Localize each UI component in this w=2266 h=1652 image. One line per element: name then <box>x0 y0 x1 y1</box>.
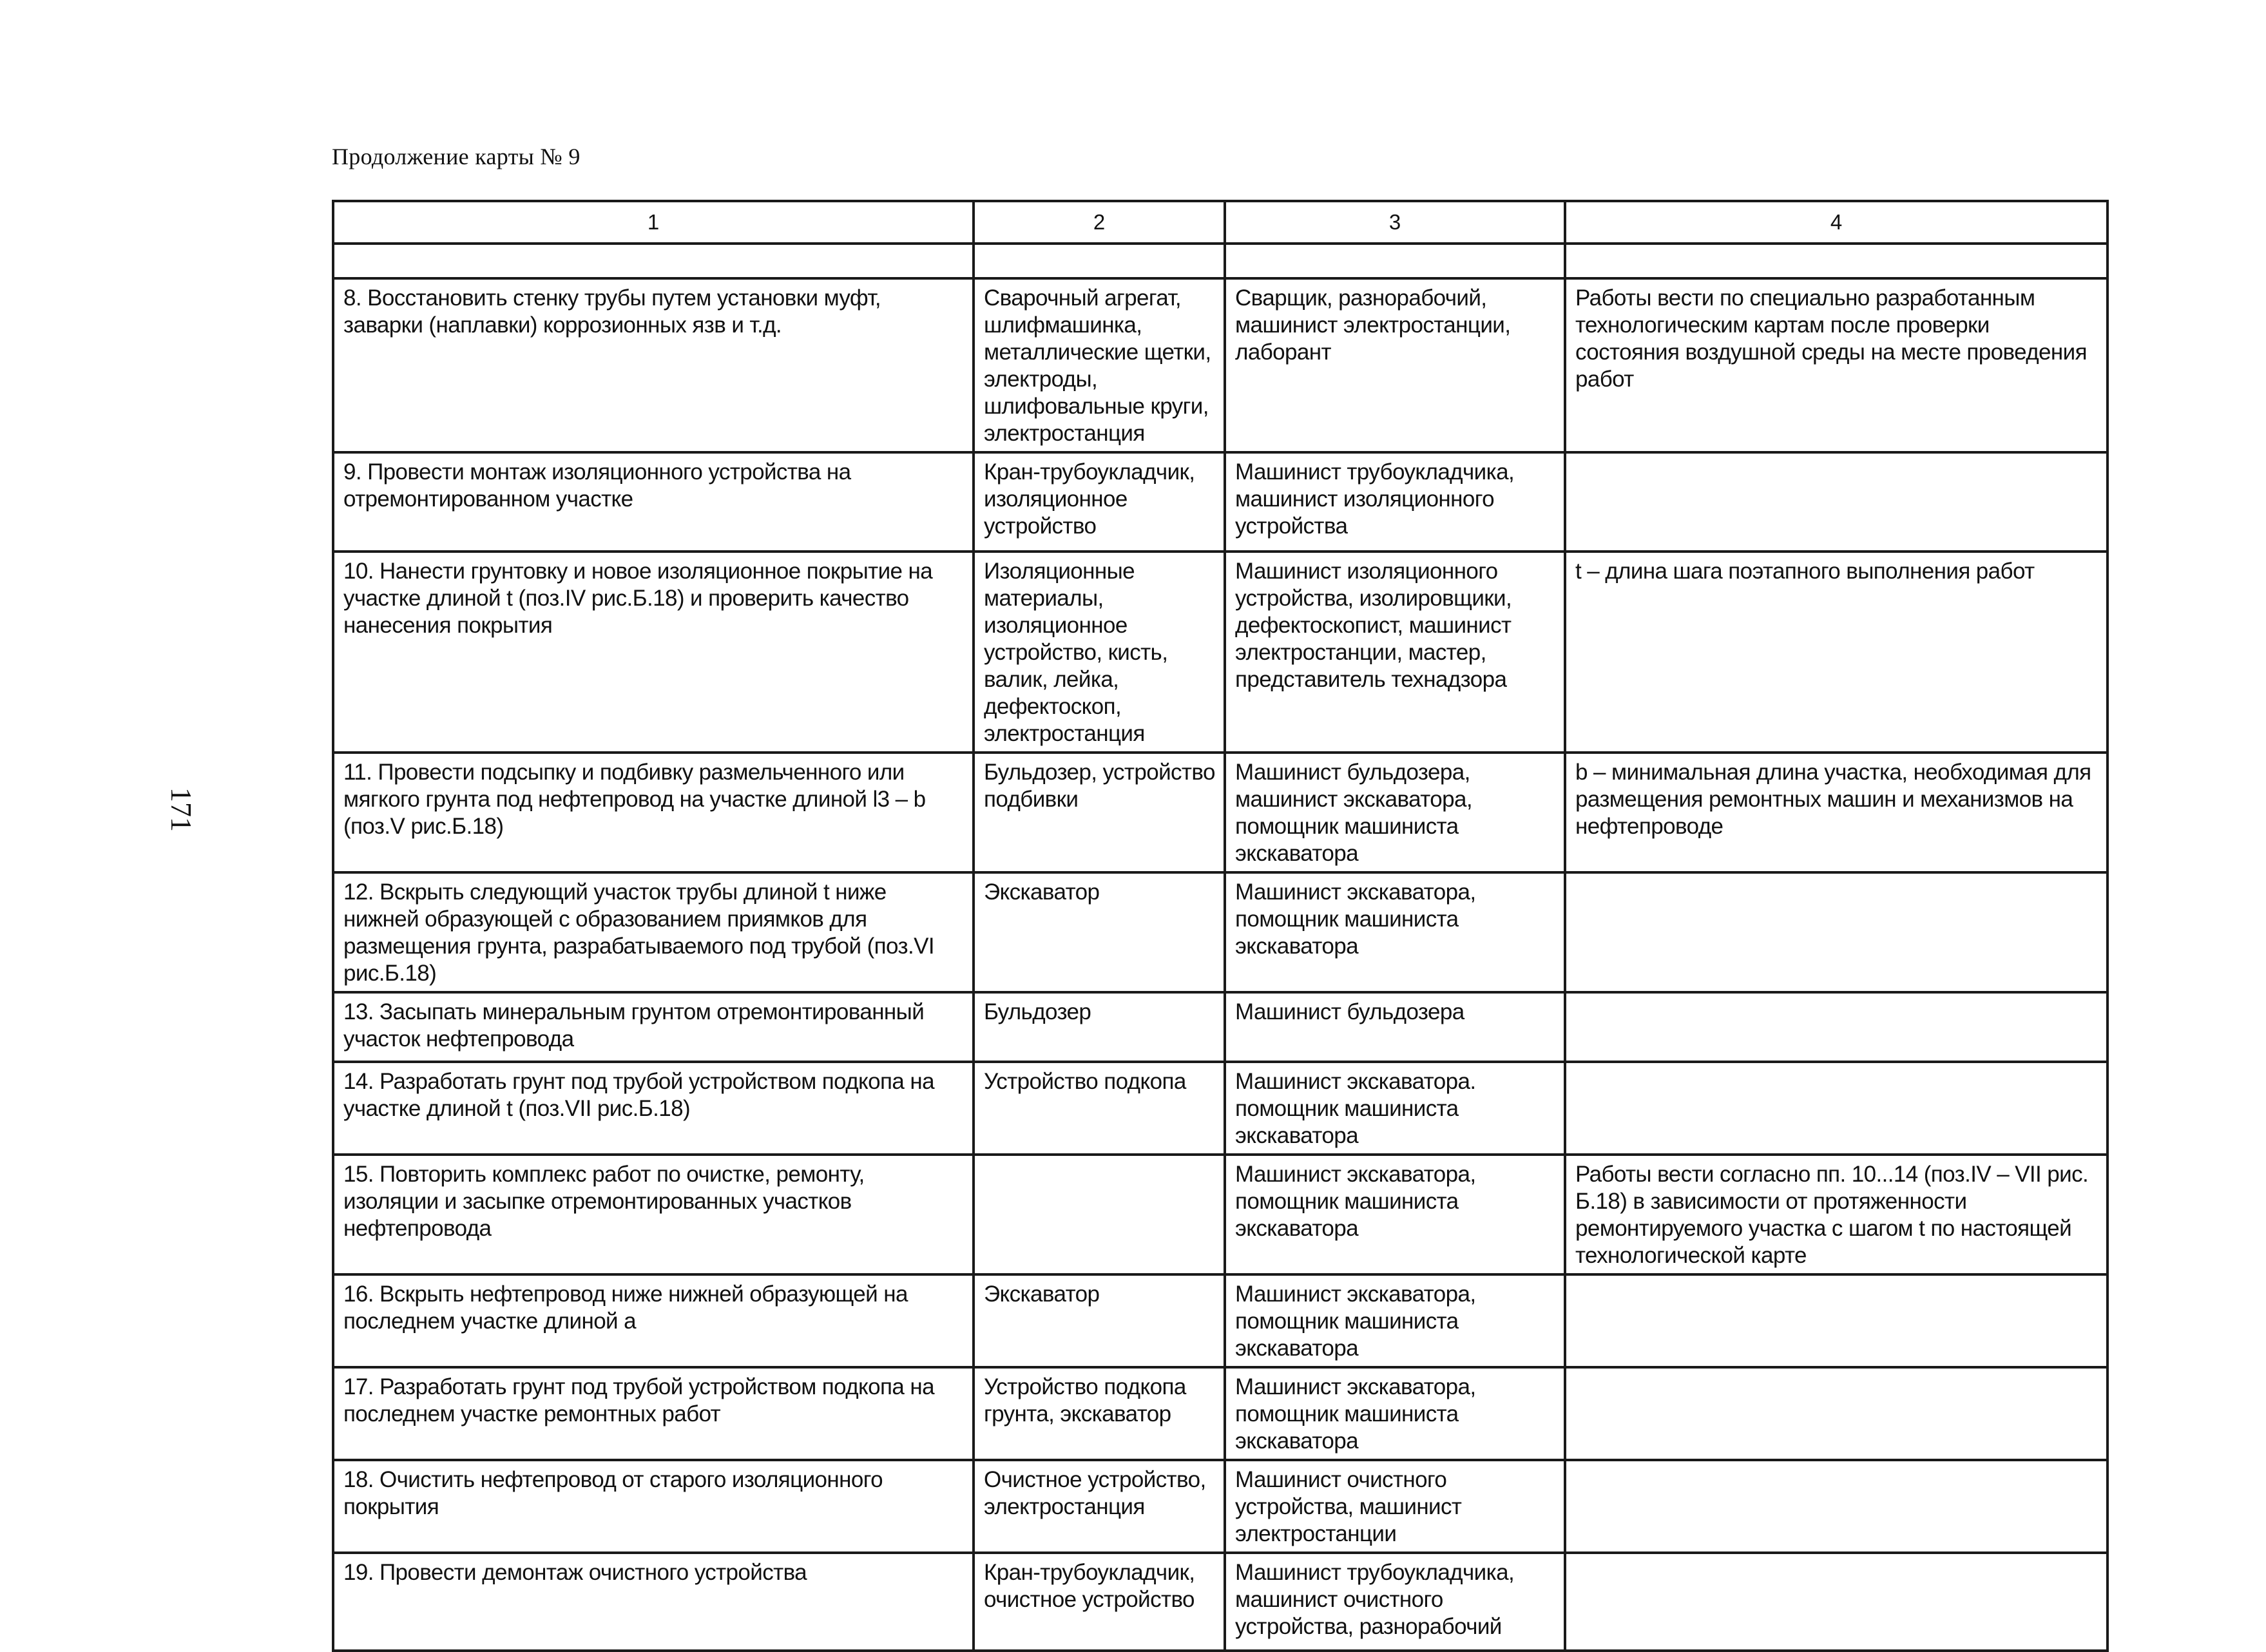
equipment-text: Экскаватор <box>984 1282 1100 1307</box>
operation-text: 16. Вскрыть нефтепровод ниже нижней образующей на последнем участке длиной a <box>343 1282 908 1334</box>
operation-cell <box>333 1367 974 1460</box>
notes-cell <box>1565 552 2108 753</box>
equipment-cell <box>974 1367 1225 1460</box>
equipment-cell <box>974 278 1225 452</box>
column-header-1: 1 <box>333 201 974 244</box>
operation-text: 13. Засыпать минеральным грунтом отремонтированный участок нефтепровода <box>343 999 925 1052</box>
column-number-row <box>333 201 2108 244</box>
notes-cell <box>1565 992 2108 1062</box>
equipment-text: Изоляционные материалы, изоляционное устройство, кисть, валик, лейка, дефектоскоп, электростанция <box>984 559 1168 746</box>
spacer-cell <box>333 244 974 278</box>
notes-text: b – минимальная длина участка, необходимая для размещения ремонтных машин и механизмов на нефтепроводе <box>1575 760 2091 839</box>
equipment-text: Кран-трубоукладчик, очистное устройство <box>984 1560 1195 1612</box>
personnel-text: Машинист трубоукладчика, машинист очистного устройства, разнорабочий <box>1235 1560 1515 1639</box>
personnel-text: Машинист экскаватора. помощник машиниста экскаватора <box>1235 1069 1476 1148</box>
table-row <box>333 1460 2108 1553</box>
notes-cell <box>1565 1274 2108 1367</box>
operation-cell <box>333 552 974 753</box>
operation-cell <box>333 1553 974 1651</box>
table-row <box>333 1155 2108 1274</box>
notes-cell <box>1565 1460 2108 1553</box>
personnel-text: Машинист экскаватора, помощник машиниста экскаватора <box>1235 1282 1476 1361</box>
notes-cell <box>1565 1155 2108 1274</box>
page-heading: Продолжение карты № 9 <box>332 144 581 169</box>
operation-text: 8. Восстановить стенку трубы путем установки муфт, заварки (наплавки) коррозионных язв и т.д. <box>343 285 881 338</box>
operation-text: 15. Повторить комплекс работ по очистке, ремонту, изоляции и засыпке отремонтированных участков нефтепровода <box>343 1162 865 1241</box>
operation-text: 10. Нанести грунтовку и новое изоляционное покрытие на участке длиной t (поз.IV рис.Б.18) и проверить качество нанесения покрытия <box>343 559 933 638</box>
equipment-cell <box>974 1274 1225 1367</box>
personnel-text: Машинист экскаватора, помощник машиниста экскаватора <box>1235 1162 1476 1241</box>
equipment-cell <box>974 1062 1225 1155</box>
table-row <box>333 1274 2108 1367</box>
personnel-cell <box>1225 278 1565 452</box>
personnel-text: Машинист изоляционного устройства, изолировщики, дефектоскопист, машинист электростанции, мастер, представитель технадзора <box>1235 559 1512 692</box>
equipment-cell <box>974 872 1225 992</box>
column-header-2: 2 <box>974 201 1225 244</box>
notes-cell <box>1565 1553 2108 1651</box>
column-header-3: 3 <box>1225 201 1565 244</box>
equipment-text: Бульдозер, устройство подбивки <box>984 760 1215 812</box>
personnel-cell <box>1225 1553 1565 1651</box>
equipment-cell <box>974 1460 1225 1553</box>
personnel-text: Машинист бульдозера, машинист экскаватора, помощник машиниста экскаватора <box>1235 760 1472 866</box>
table-row <box>333 1367 2108 1460</box>
notes-cell <box>1565 1062 2108 1155</box>
table-row <box>333 753 2108 872</box>
personnel-cell <box>1225 1367 1565 1460</box>
table-row <box>333 452 2108 552</box>
operation-cell <box>333 1274 974 1367</box>
equipment-cell <box>974 1155 1225 1274</box>
page-number: 171 <box>165 787 198 832</box>
personnel-cell <box>1225 552 1565 753</box>
header-spacer-row <box>333 244 2108 278</box>
equipment-text: Устройство подкопа грунта, экскаватор <box>984 1374 1186 1426</box>
operation-text: 14. Разработать грунт под трубой устройством подкопа на участке длиной t (поз.VII рис.Б.18) <box>343 1069 934 1121</box>
personnel-cell <box>1225 753 1565 872</box>
operation-text: 19. Провести демонтаж очистного устройства <box>343 1560 807 1585</box>
personnel-text: Машинист трубоукладчика, машинист изоляционного устройства <box>1235 459 1515 539</box>
notes-cell <box>1565 452 2108 552</box>
spacer-cell <box>1565 244 2108 278</box>
personnel-text: Машинист очистного устройства, машинист электростанции <box>1235 1467 1462 1546</box>
spacer-cell <box>1225 244 1565 278</box>
personnel-text: Машинист экскаватора, помощник машиниста экскаватора <box>1235 1374 1476 1454</box>
equipment-text: Экскаватор <box>984 879 1100 905</box>
equipment-cell <box>974 552 1225 753</box>
equipment-cell <box>974 452 1225 552</box>
table-row <box>333 1062 2108 1155</box>
operation-cell <box>333 1062 974 1155</box>
operation-text: 12. Вскрыть следующий участок трубы длиной t ниже нижней образующей с образованием приямков для размещения грунта, разрабатываемого под трубой (поз.VI рис.Б.18) <box>343 879 934 986</box>
technology-map-table <box>332 200 2109 1652</box>
table-row <box>333 278 2108 452</box>
notes-cell <box>1565 753 2108 872</box>
personnel-cell <box>1225 1062 1565 1155</box>
operation-cell <box>333 1155 974 1274</box>
personnel-cell <box>1225 1155 1565 1274</box>
notes-cell <box>1565 1367 2108 1460</box>
notes-text: Работы вести согласно пп. 10...14 (поз.IV – VII рис. Б.18) в зависимости от протяженности ремонтируемого участка с шагом t по настоящей технологической карте <box>1575 1162 2089 1268</box>
spacer-cell <box>974 244 1225 278</box>
operation-cell <box>333 992 974 1062</box>
personnel-cell <box>1225 872 1565 992</box>
personnel-cell <box>1225 1460 1565 1553</box>
equipment-text: Сварочный агрегат, шлифмашинка, металлические щетки, электроды, шлифовальные круги, электростанция <box>984 285 1211 446</box>
operation-text: 11. Провести подсыпку и подбивку размельченного или мягкого грунта под нефтепровод на участке длиной l3 – b (поз.V рис.Б.18) <box>343 760 926 839</box>
operation-cell <box>333 452 974 552</box>
operation-cell <box>333 872 974 992</box>
operation-text: 9. Провести монтаж изоляционного устройства на отремонтированном участке <box>343 459 851 512</box>
column-header-4: 4 <box>1565 201 2108 244</box>
table-row <box>333 552 2108 753</box>
equipment-cell <box>974 1553 1225 1651</box>
operation-text: 18. Очистить нефтепровод от старого изоляционного покрытия <box>343 1467 883 1519</box>
personnel-text: Машинист бульдозера <box>1235 999 1464 1024</box>
notes-text: Работы вести по специально разработанным технологическим картам после проверки состояния воздушной среды на месте проведения работ <box>1575 285 2087 392</box>
equipment-text: Бульдозер <box>984 999 1091 1024</box>
personnel-text: Машинист экскаватора, помощник машиниста экскаватора <box>1235 879 1476 959</box>
operation-cell <box>333 753 974 872</box>
equipment-text: Устройство подкопа <box>984 1069 1186 1094</box>
table-row <box>333 872 2108 992</box>
notes-cell <box>1565 278 2108 452</box>
equipment-text: Очистное устройство, электростанция <box>984 1467 1206 1519</box>
notes-text: t – длина шага поэтапного выполнения работ <box>1575 559 2035 584</box>
personnel-cell <box>1225 452 1565 552</box>
equipment-cell <box>974 992 1225 1062</box>
operation-text: 17. Разработать грунт под трубой устройством подкопа на последнем участке ремонтных работ <box>343 1374 934 1426</box>
personnel-cell <box>1225 1274 1565 1367</box>
notes-cell <box>1565 872 2108 992</box>
table-row <box>333 992 2108 1062</box>
equipment-cell <box>974 753 1225 872</box>
operation-cell <box>333 278 974 452</box>
operation-cell <box>333 1460 974 1553</box>
equipment-text: Кран-трубоукладчик, изоляционное устройство <box>984 459 1195 539</box>
table-row <box>333 1553 2108 1651</box>
personnel-cell <box>1225 992 1565 1062</box>
personnel-text: Сварщик, разнорабочий, машинист электростанции, лаборант <box>1235 285 1511 365</box>
